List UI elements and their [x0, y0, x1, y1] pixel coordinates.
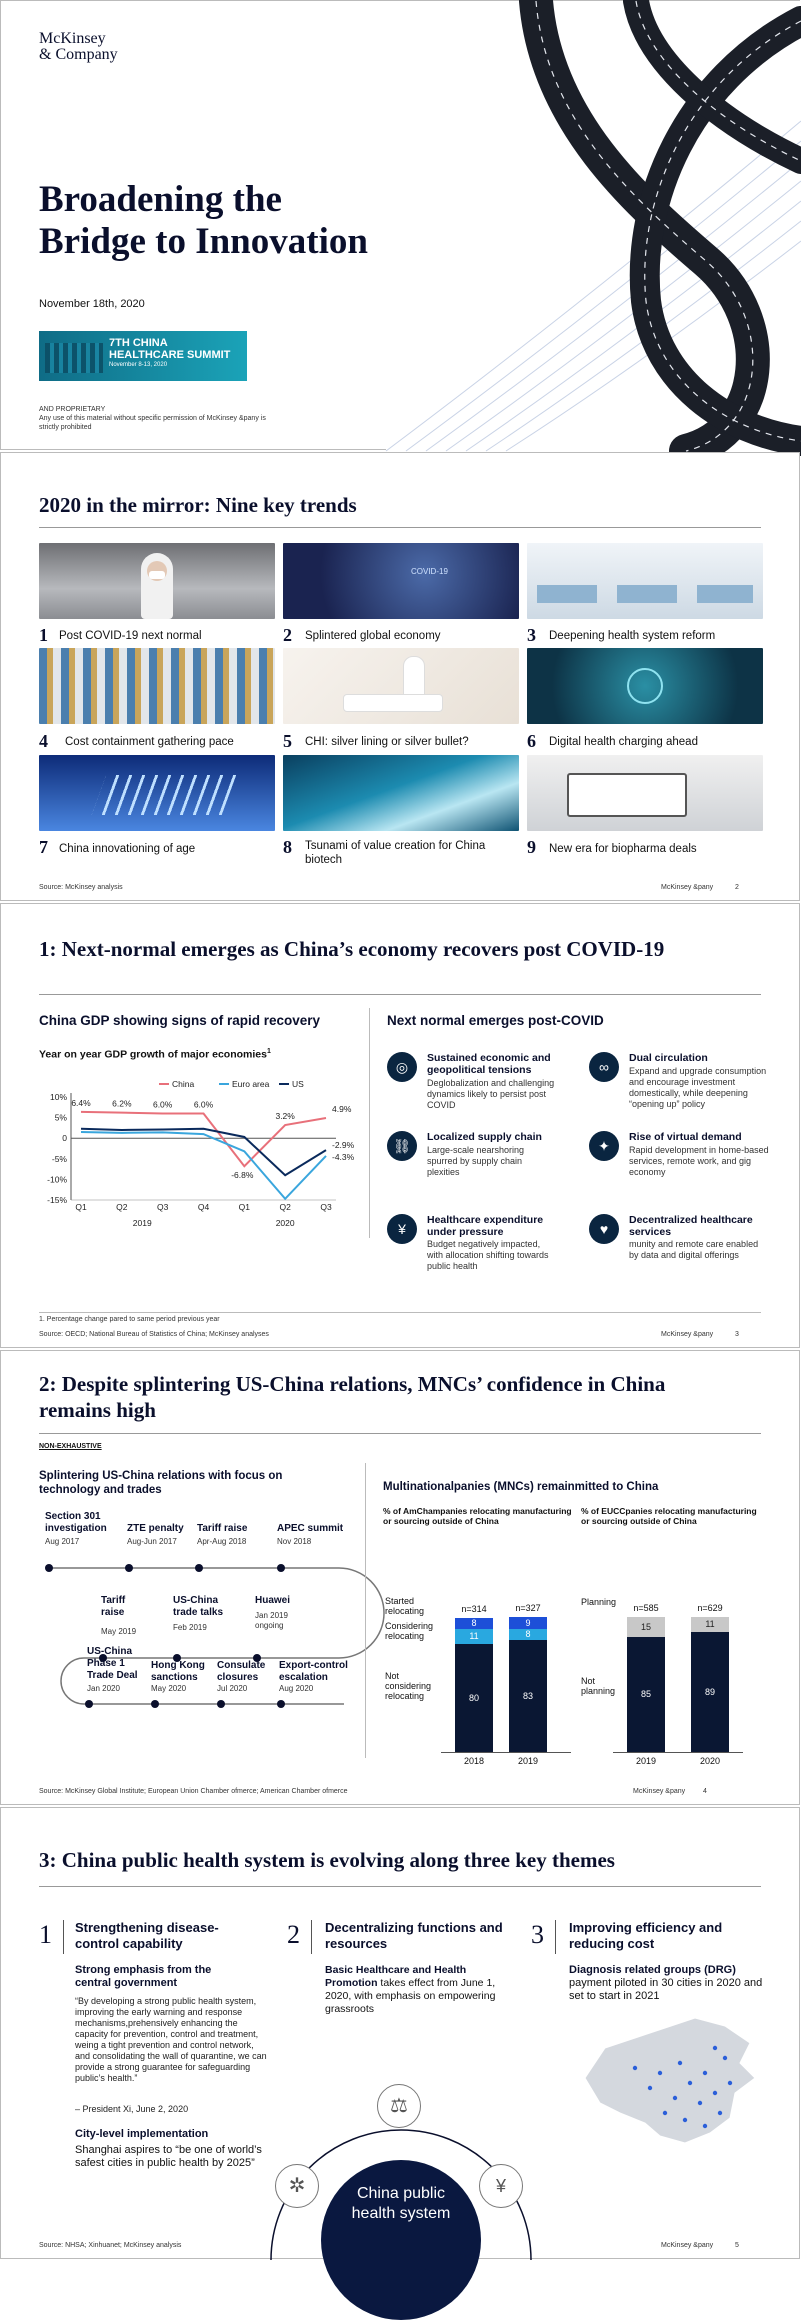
footnote: 1. Percentage change pared to same period previous year: [39, 1316, 220, 1323]
timeline-dot: [195, 1564, 203, 1572]
page-number: 2: [735, 884, 739, 891]
item-desc: munity and remote care enabled by data and digital offerings: [629, 1239, 759, 1260]
laptop-cart: [567, 773, 687, 817]
trend-image-9: [527, 755, 763, 831]
mask: [149, 571, 165, 579]
trend-image-2: COVID-19: [283, 543, 519, 619]
trend-number: 6: [527, 731, 536, 751]
trend-label: Splintered global economy: [305, 630, 441, 642]
item-title: Healthcare expenditure under pressure: [427, 1214, 544, 1238]
right-heading: Multinationalpanies (MNCs) remainmitted to China: [383, 1481, 659, 1493]
china-drg-map: [565, 2008, 765, 2153]
series-line-euro-area: [81, 1132, 326, 1199]
source-note: Source: OECD; National Bureau of Statistics of China; McKinsey analyses: [39, 1331, 269, 1338]
event-date: Apr-Aug 2018: [197, 1537, 247, 1546]
event-title: Consulate closures: [217, 1660, 266, 1683]
event-title: US-China trade talks: [173, 1595, 224, 1618]
globe-icon: ◎: [387, 1052, 417, 1082]
sample-size: n=629: [697, 1603, 723, 1613]
theme-divider: [555, 1920, 556, 1954]
trend-number: 2: [283, 625, 292, 645]
x-tick-label: Q1: [238, 1202, 251, 1212]
trend-image-5: [283, 648, 519, 724]
trend-number: 5: [283, 731, 292, 751]
trend-label: China innovationing of age: [59, 843, 196, 855]
event-title: Export-control escalation: [279, 1660, 348, 1683]
event-date: Jan 2019 ongoing: [255, 1611, 288, 1630]
sample-size: n=585: [633, 1603, 659, 1613]
heart-icon: ♥: [589, 1214, 619, 1244]
timeline-dot: [85, 1700, 93, 1708]
trend-label: Deepening health system reform: [549, 630, 716, 642]
footer-brand: McKinsey &pany: [633, 1788, 686, 1795]
theme-heading: Decentralizing functions and resources: [325, 1920, 503, 1951]
trend-number: 3: [527, 625, 536, 645]
legend-considering: Considering relocating: [385, 1621, 434, 1641]
page-number: 5: [735, 2242, 739, 2249]
event-date: May 2020: [151, 1684, 187, 1693]
data-label: -6.8%: [231, 1170, 254, 1181]
legend-not-considering: Not considering relocating: [385, 1671, 432, 1701]
event-date: Aug 2020: [279, 1684, 314, 1693]
event-date: Nov 2018: [277, 1537, 312, 1546]
timeline-dot: [45, 1564, 53, 1572]
title-rule: [39, 1886, 761, 1887]
amcham-heading: % of AmChampanies relocating manufacturing or sourcing outside of China: [383, 1506, 572, 1526]
left-heading: China GDP showing signs of rapid recovery: [39, 1013, 321, 1028]
theme3-text: Diagnosis related groups (DRG) payment piloted in 30 cities in 2020 and set to start in 2021: [569, 1964, 763, 2002]
title-rule: [39, 1433, 761, 1434]
column-divider: [369, 1008, 370, 1238]
trend-image-4: [39, 648, 275, 724]
data-label: 3.2%: [275, 1111, 295, 1122]
item-desc: Deglobalization and challenging dynamics likely to persist post COVID: [427, 1078, 555, 1110]
event-date: May 2019: [101, 1627, 137, 1636]
next-normal-slide: [0, 903, 800, 1348]
non-exhaustive-tag: NON-EXHAUSTIVE: [39, 1443, 102, 1450]
data-label: 6.0%: [193, 1099, 214, 1110]
timeline-dot: [217, 1700, 225, 1708]
data-label: 6.4%: [71, 1097, 91, 1108]
item-title: Rise of virtual demand: [629, 1131, 742, 1143]
trend-image-3: [527, 543, 763, 619]
data-label: -4.3%: [332, 1151, 355, 1162]
trend-image-7: [39, 755, 275, 831]
data-label: 6.2%: [112, 1098, 132, 1109]
infinity-icon: ∞: [589, 1052, 619, 1082]
footer-brand: McKinsey &pany: [661, 884, 714, 891]
slide-title: 1: Next-normal emerges as China’s economy recovers post COVID-19: [39, 937, 665, 961]
slide-title: 2: Despite splintering US-China relations, MNCs’ confidence in China remains high: [39, 1372, 666, 1422]
legend-planning: Planning: [581, 1597, 617, 1607]
xi-quote: “By developing a strong public health system, improving the early warning and response mechanisms,prehensively enhancing the capacity for prevention, control and treatment, weing a tight prevention and control network, and consolidating the wall of quarantine, we can provide a strong guarantee for safeguarding public’s health.”: [75, 1996, 267, 2083]
bar-considering: 11: [455, 1629, 493, 1644]
theme-number: 2: [287, 1920, 300, 1949]
legend-label: China: [172, 1079, 195, 1089]
trend-image-6: [527, 648, 763, 724]
euc-heading: % of EUCCpanies relocating manufacturing or sourcing outside of China: [581, 1506, 757, 1526]
public-health-slide: [0, 1807, 800, 2259]
item-title: Sustained economic and geopolitical tensions: [427, 1052, 551, 1076]
y-tick-label: -15%: [47, 1195, 67, 1205]
payment-icon: ¥: [479, 2164, 523, 2208]
left-heading: Splintering US-China relations with focus on technology and trades: [39, 1470, 283, 1496]
mckinsey-logo: McKinsey & Company: [39, 30, 118, 63]
bar-not-planning: 89: [691, 1632, 729, 1752]
trend-label: CHI: silver lining or silver bullet?: [305, 736, 469, 748]
trend-number: 4: [39, 731, 48, 751]
source-note: Source: NHSA; Xinhuanet; McKinsey analysis: [39, 2242, 182, 2249]
bar-started: 8: [455, 1618, 493, 1629]
event-date: Aug-Jun 2017: [127, 1537, 177, 1546]
chart-title: Year on year GDP growth of major economies$^1$: [39, 1048, 271, 1061]
money-icon: ¥: [387, 1214, 417, 1244]
sample-size: n=327: [515, 1603, 541, 1613]
cover-date: November 18th, 2020: [39, 298, 145, 310]
year-label: 2018: [463, 1756, 485, 1766]
timeline-dot: [277, 1700, 285, 1708]
theme-heading: Improving efficiency and reducing cost: [569, 1920, 723, 1951]
trend-label: Digital health charging ahead: [549, 736, 698, 748]
event-date: Jul 2020: [217, 1684, 248, 1693]
bar-not-planning: 85: [627, 1637, 665, 1752]
source-note: Source: McKinsey analysis: [39, 884, 123, 891]
sample-size: n=314: [461, 1604, 487, 1615]
title-rule: [39, 994, 761, 995]
trend-number: 9: [527, 837, 536, 857]
source-note: Source: McKinsey Global Institute; European Union Chamber ofmerce; American Chamber ofmerce: [39, 1788, 348, 1795]
event-title: ZTE penalty: [127, 1523, 184, 1534]
trend-number: 8: [283, 837, 292, 857]
skyline-graphic: [45, 343, 103, 373]
euc-baseline: [613, 1752, 743, 1753]
trend-label: Cost containment gathering pace: [65, 736, 234, 748]
item-title: Dual circulation: [629, 1052, 708, 1064]
event-date: Jan 2020: [87, 1684, 120, 1693]
x-tick-label: Q2: [279, 1202, 291, 1212]
bar-considering: 8: [509, 1629, 547, 1640]
year-label: 2019: [132, 1218, 152, 1228]
trend-label: New era for biopharma deals: [549, 843, 697, 855]
trend-number: 1: [39, 625, 48, 645]
footer-brand: McKinsey &pany: [661, 1331, 714, 1338]
y-tick-label: 5%: [54, 1112, 67, 1123]
bar-started: 9: [509, 1617, 547, 1629]
event-title: Huawei: [255, 1595, 291, 1606]
trend-label: Tsunami of value creation for China biotech: [305, 840, 486, 866]
theme-number: 3: [531, 1920, 544, 1949]
theme1-subhead2: City-level implementation: [75, 2128, 209, 2140]
event-title: Hong Kong sanctions: [151, 1660, 205, 1683]
legend-started: Started relocating: [385, 1596, 425, 1616]
y-tick-label: 10%: [49, 1092, 67, 1102]
timeline-dot: [125, 1564, 133, 1572]
x-tick-label: Q3: [320, 1202, 332, 1212]
theme-number: 1: [39, 1920, 52, 1949]
slide-title: 3: China public health system is evolving along three key themes: [39, 1848, 615, 1872]
item-desc: Budget negatively impacted, with allocation shifting towards public health: [427, 1239, 549, 1271]
item-desc: Expand and upgrade consumption and encourage investment domestically, while deepening “opening up” policy: [629, 1066, 767, 1109]
item-desc: Large-scale nearshoring spurred by supply chain plexities: [427, 1145, 525, 1177]
series-line-us: [81, 1129, 326, 1176]
right-heading: Next normal emerges post-COVID: [387, 1013, 604, 1028]
trend-label: Post COVID-19 next normal: [59, 630, 202, 642]
supply-chain-icon: ⛓: [387, 1131, 417, 1161]
x-tick-label: Q2: [116, 1202, 128, 1212]
page-number: 3: [735, 1331, 739, 1338]
event-title: APEC summit: [277, 1523, 344, 1534]
us-china-slide: [0, 1350, 800, 1805]
trend-image-1: [39, 543, 275, 619]
gavel-icon: ⚖: [377, 2084, 421, 2128]
bar-planning: 11: [691, 1617, 729, 1632]
hub-circle: China public health system: [321, 2160, 481, 2320]
gdp-line-chart: [31, 1072, 361, 1228]
item-desc: Rapid development in home-based services, remote work, and gig economy: [629, 1145, 769, 1177]
summit-banner: 7TH CHINA HEALTHCARE SUMMIT November 8-13, 2020: [39, 331, 247, 381]
event-title: Tariff raise: [101, 1595, 126, 1618]
data-label: 4.9%: [332, 1104, 352, 1115]
highway-interchange-image: [386, 1, 801, 451]
theme-heading: Strengthening disease-control capability: [75, 1920, 219, 1951]
virtual-demand-icon: ✦: [589, 1131, 619, 1161]
x-tick-label: Q4: [197, 1202, 210, 1212]
event-title: US-China Phase 1 Trade Deal: [87, 1646, 138, 1681]
trend-number: 7: [39, 837, 48, 857]
bar-not-considering: 83: [509, 1640, 547, 1752]
footer-brand: McKinsey &pany: [661, 2242, 714, 2249]
amcham-baseline: [441, 1752, 571, 1753]
data-label: 6.0%: [152, 1099, 173, 1110]
event-title: Section 301 investigation: [45, 1511, 107, 1534]
proprietary-notice: AND PROPRIETARY Any use of this material without specific permission of McKinsey &pany is strictly prohibited: [39, 406, 266, 431]
y-tick-label: -5%: [51, 1153, 67, 1164]
theme2-text: Basic Healthcare and Health Promotion takes effect from June 1, 2020, with emphasis on empowering grassroots: [325, 1964, 496, 2015]
data-label: -2.9%: [332, 1140, 355, 1151]
year-label: 2019: [635, 1756, 657, 1766]
theme-divider: [311, 1920, 312, 1954]
bar-not-considering: 80: [455, 1644, 493, 1752]
item-title: Localized supply chain: [427, 1131, 542, 1143]
theme1-subhead: Strong emphasis from the central government: [75, 1964, 212, 1989]
x-tick-label: Q3: [156, 1202, 169, 1212]
slide-title: 2020 in the mirror: Nine key trends: [39, 493, 357, 517]
quote-attribution: – President Xi, June 2, 2020: [75, 2104, 189, 2114]
column-divider: [365, 1463, 366, 1758]
legend-label: US: [292, 1079, 304, 1089]
timeline-dot: [151, 1700, 159, 1708]
y-tick-label: 0: [62, 1133, 67, 1144]
event-title: Tariff raise: [197, 1523, 248, 1534]
trend-image-8: [283, 755, 519, 831]
legend-label: Euro area: [232, 1079, 270, 1089]
item-title: Decentralized healthcare services: [629, 1214, 753, 1238]
legend-not-planning: Not planning: [581, 1676, 616, 1696]
page-number: 4: [703, 1788, 707, 1795]
event-date: Aug 2017: [45, 1537, 80, 1546]
year-label: 2020: [275, 1218, 295, 1228]
virus-icon: ✲: [275, 2164, 319, 2208]
y-tick-label: -10%: [47, 1174, 67, 1185]
title-rule: [39, 527, 761, 528]
shanghai-aspiration: Shanghai aspires to “be one of world’s safest cities in public health by 2025”: [75, 2144, 262, 2169]
year-label: 2020: [699, 1756, 721, 1766]
footnote-rule: [39, 1312, 761, 1313]
trends-slide: [0, 452, 800, 901]
theme-divider: [63, 1920, 64, 1954]
x-tick-label: Q1: [75, 1202, 87, 1212]
year-label: 2019: [517, 1756, 539, 1766]
bar-planning: 15: [627, 1617, 665, 1637]
event-date: Feb 2019: [173, 1623, 207, 1632]
cover-slide: [0, 0, 800, 450]
cover-title: Broadening the Bridge to Innovation: [39, 179, 368, 262]
timeline-dot: [277, 1564, 285, 1572]
